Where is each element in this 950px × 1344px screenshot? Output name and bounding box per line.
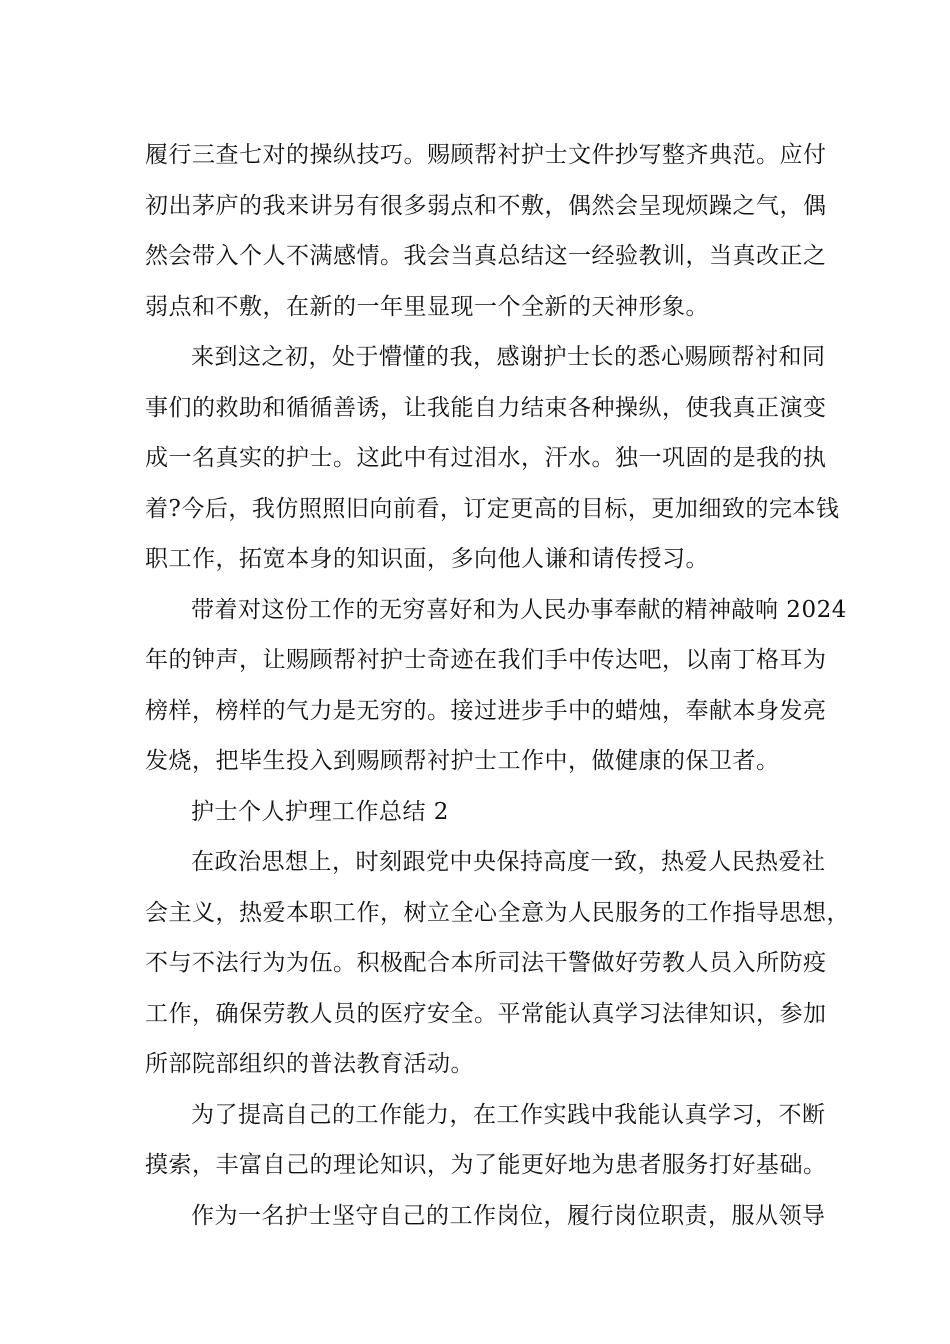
text-line: 不与不法行为为伍。积极配合本所司法干警做好劳教人员入所防疫 xyxy=(145,950,827,976)
text-line: 事们的救助和循循善诱，让我能自力结束各种操纵，使我真正演变 xyxy=(145,394,827,421)
text-line: 工作，确保劳教人员的医疗安全。平常能认真学习法律知识，参加 xyxy=(145,1000,827,1027)
text-line: 职工作，拓宽本身的知识面，多向他人谦和请传授习。 xyxy=(145,546,709,572)
text-line: 发烧，把毕生投入到赐顾帮衬护士工作中，做健康的保卫者。 xyxy=(145,748,780,774)
text-line: 来到这之初，处于懵懂的我，感谢护士长的悉心赐顾帮衬和同 xyxy=(191,344,826,370)
text-line: 为了提高自己的工作能力，在工作实践中我能认真学习，不断 xyxy=(191,1101,826,1128)
text-line: 所部院部组织的普法教育活动。 xyxy=(145,1051,474,1077)
text-line: 着?今后，我仿照照旧向前看，订定更高的目标，更加细致的完本钱 xyxy=(145,495,840,522)
text-line: 在政治思想上，时刻跟党中央保持高度一致，热爱人民热爱社 xyxy=(191,849,826,875)
text-line: 会主义，热爱本职工作，树立全心全意为人民服务的工作指导思想， xyxy=(145,899,850,926)
text-line: 带着对这份工作的无穷喜好和为人民办事奉献的精神敲响 2024 xyxy=(191,596,847,623)
text-line: 履行三查七对的操纵技巧。赐顾帮衬护士文件抄写整齐典范。应付 xyxy=(145,142,827,168)
text-line: 初出茅庐的我来讲另有很多弱点和不敷，偶然会呈现烦躁之气，偶 xyxy=(145,192,827,219)
paragraph-3 xyxy=(145,585,847,787)
section-heading xyxy=(145,787,825,838)
paragraph-1 xyxy=(145,130,825,332)
text-line: 弱点和不敷，在新的一年里显现一个全新的天神形象。 xyxy=(145,293,709,320)
text-line: 榜样，榜样的气力是无穷的。接过进步手中的蜡烛，奉献本身发亮 xyxy=(145,697,827,724)
paragraph-5 xyxy=(145,1090,825,1191)
text-line: 作为一名护士坚守自己的工作岗位，履行岗位职责，服从领导 xyxy=(191,1202,826,1229)
document-body xyxy=(145,130,850,1241)
paragraph-6 xyxy=(145,1191,825,1242)
text-line: 年的钟声，让赐顾帮衬护士奇迹在我们手中传达吧，以南丁格耳为 xyxy=(145,647,827,673)
text-line: 然会带入个人不满感情。我会当真总结这一经验教训，当真改正之 xyxy=(145,243,827,269)
paragraph-4 xyxy=(145,837,850,1090)
text-line: 摸索，丰富自己的理论知识，为了能更好地为患者服务打好基础。 xyxy=(145,1152,827,1178)
paragraph-2 xyxy=(145,332,840,585)
text-line: 成一名真实的护士。这此中有过泪水，汗水。独一巩固的是我的执 xyxy=(145,445,827,471)
section-title: 护士个人护理工作总结 2 xyxy=(191,798,449,825)
